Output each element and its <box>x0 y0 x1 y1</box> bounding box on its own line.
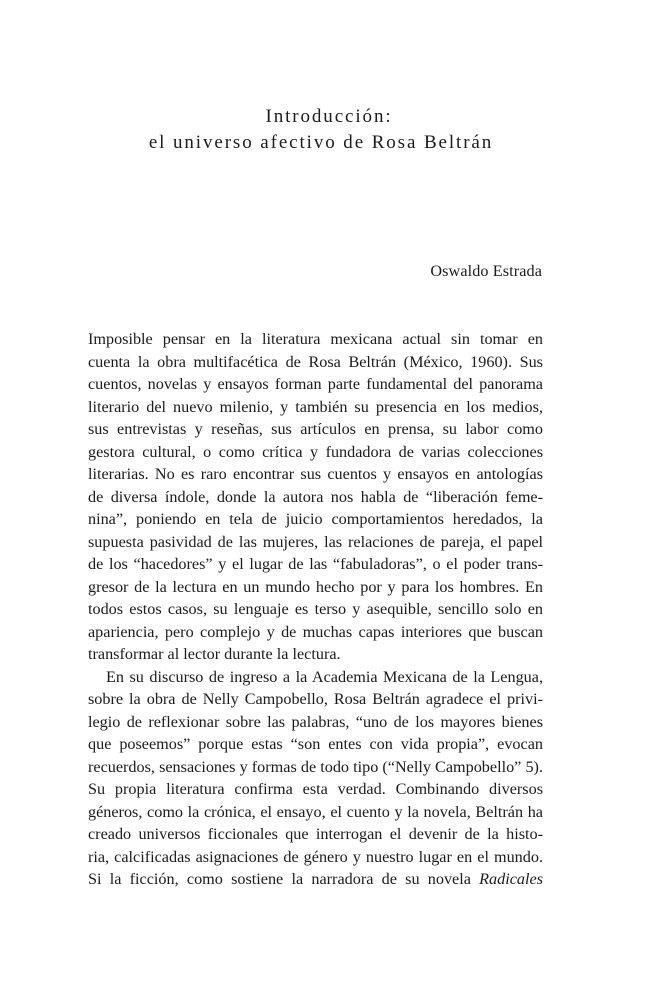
text-line: géneros, como la crónica, el ensayo, el cuento y la novela, Beltrán ha <box>88 802 543 821</box>
text-line: sus entrevistas y reseñas, sus artículos en prensa, su labor como <box>88 420 543 438</box>
text-line: nina”, poniendo en tela de juicio comportamientos heredados, la <box>88 510 543 528</box>
text-line-last <box>88 868 543 891</box>
text-line: ria, calcificadas asignaciones de género y nuestro lugar en el mundo. <box>88 847 543 866</box>
text-line: Imposible pensar en la literatura mexicana actual sin tomar en <box>88 330 543 348</box>
text-line: todos estos casos, su lenguaje es terso y asequible, sencillo solo en <box>88 600 543 618</box>
text-line: sobre la obra de Nelly Campobello, Rosa Beltrán agradece el privi- <box>88 690 543 708</box>
italic-title: Radicales <box>479 870 544 888</box>
author-name: Oswaldo Estrada <box>430 262 542 280</box>
body-text <box>88 328 543 891</box>
text-line: literarias. No es raro encontrar sus cuentos y ensayos en antologías <box>88 465 543 483</box>
text-line: gestora cultural, o como crítica y fundadora de varias colecciones <box>88 442 543 461</box>
text-line: cuenta la obra multifacética de Rosa Beltrán (México, 1960). Sus <box>88 352 543 371</box>
text-line: Su propia literatura confirma esta verdad. Combinando diversos <box>88 780 543 798</box>
text-line: legio de reflexionar sobre las palabras, “uno de los mayores bienes <box>88 712 543 731</box>
chapter-title <box>0 104 650 156</box>
text-line: gresor de la lectura en un mundo hecho por y para los hombres. En <box>88 577 543 596</box>
text-line: creado universos ficcionales que interrogan el devenir de la histo- <box>88 825 543 843</box>
chapter-title-line-2: el universo afectivo de Rosa Beltrán <box>148 132 494 153</box>
text-line: de diversa índole, donde la autora nos habla de “liberación feme- <box>88 487 543 506</box>
text-line: recuerdos, sensaciones y formas de todo tipo (“Nelly Campobello” 5). <box>88 757 543 776</box>
text-line: de los “hacedores” y el lugar de las “fabuladoras”, o el poder trans- <box>88 555 543 573</box>
text-line: En su discurso de ingreso a la Academia Mexicana de la Lengua, <box>106 667 543 686</box>
text-line-main: Si la ficción, como sostiene la narradora de su novela <box>88 870 471 888</box>
chapter-title-line-1: Introducción: <box>265 106 393 127</box>
text-line: transformar al lector durante la lectura. <box>88 645 341 663</box>
text-line: literario del nuevo milenio, y también su presencia en los medios, <box>88 397 543 416</box>
text-line: supuesta pasividad de las mujeres, las relaciones de pareja, el papel <box>88 532 543 551</box>
text-line: que poseemos” porque estas “son entes con vida propia”, evocan <box>88 735 543 753</box>
text-line: apariencia, pero complejo y de muchas capas interiores que buscan <box>88 622 543 641</box>
text-line: cuentos, novelas y ensayos forman parte fundamental del panorama <box>88 375 543 393</box>
